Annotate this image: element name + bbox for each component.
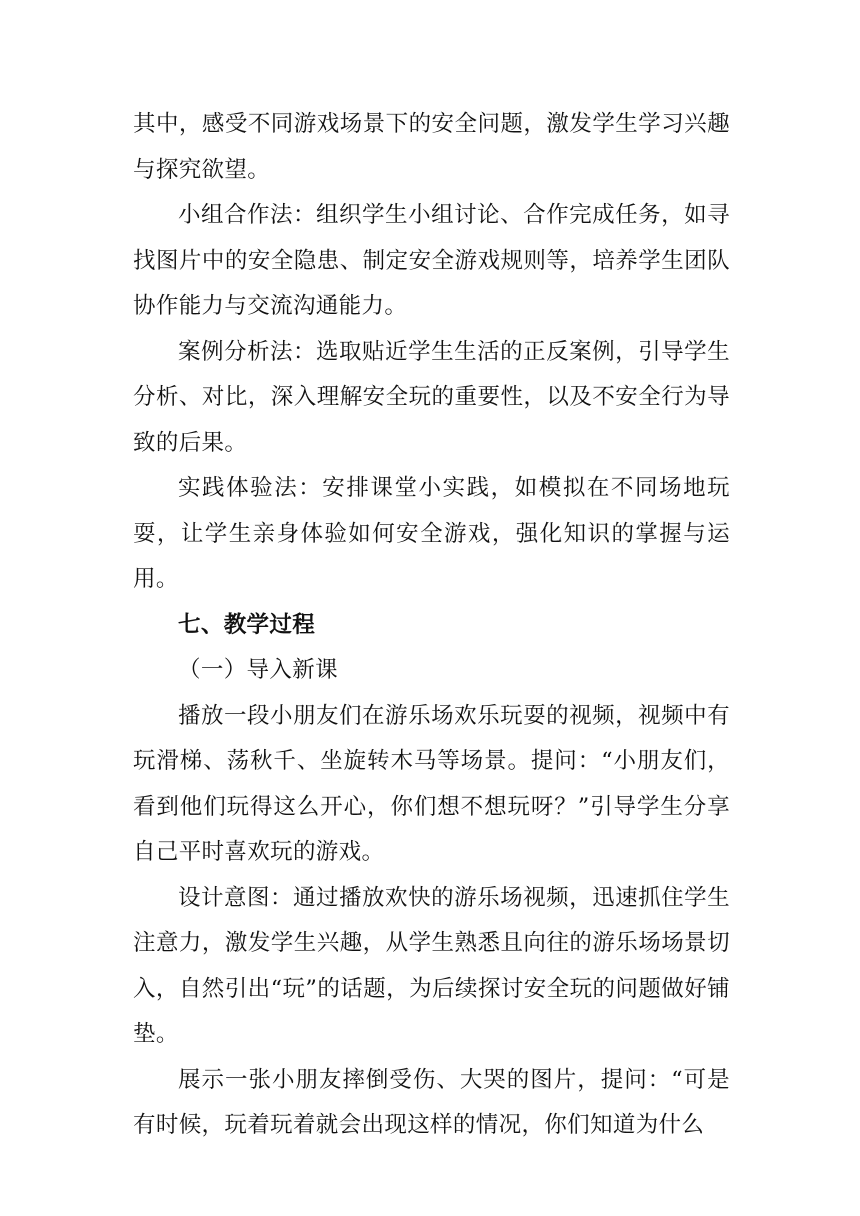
paragraph-design-intent: 设计意图：通过播放欢快的游乐场视频，迅速抓住学生注意力，激发学生兴趣，从学生熟悉且向往的游乐场场景切入，自然引出“玩”的话题，为后续探讨安全玩的问题做好铺垫。: [133, 884, 730, 1047]
paragraph-practice-experience: 实践体验法：安排课堂小实践，如模拟在不同场地玩耍，让学生亲身体验如何安全游戏，强化知识的掌握与运用。: [133, 475, 730, 592]
paragraph-show-picture: 展示一张小朋友摔倒受伤、大哭的图片，提问：“可是有时候，玩着玩着就会出现这样的情况，你们知道为什么: [133, 1066, 730, 1138]
document-page: [133, 102, 730, 1149]
paragraph-group-cooperation: 小组合作法：组织学生小组讨论、合作完成任务，如寻找图片中的安全隐患、制定安全游戏规则等，培养学生团队协作能力与交流沟通能力。: [133, 202, 730, 319]
paragraph-video-playback: 播放一段小朋友们在游乐场欢乐玩耍的视频，视频中有玩滑梯、荡秋千、坐旋转木马等场景。提问：“小朋友们，看到他们玩得这么开心，你们想不想玩呀？”引导学生分享自己平时喜欢玩的游戏。: [133, 702, 730, 865]
section-heading-teaching-process: 七、教学过程: [178, 611, 316, 638]
paragraph-case-analysis: 案例分析法：选取贴近学生生活的正反案例，引导学生分析、对比，深入理解安全玩的重要性，以及不安全行为导致的后果。: [133, 338, 730, 456]
paragraph-intro-continued: 其中，感受不同游戏场景下的安全问题，激发学生学习兴趣与探究欲望。: [133, 111, 730, 183]
subsection-heading-introduction: （一）导入新课: [178, 657, 338, 683]
